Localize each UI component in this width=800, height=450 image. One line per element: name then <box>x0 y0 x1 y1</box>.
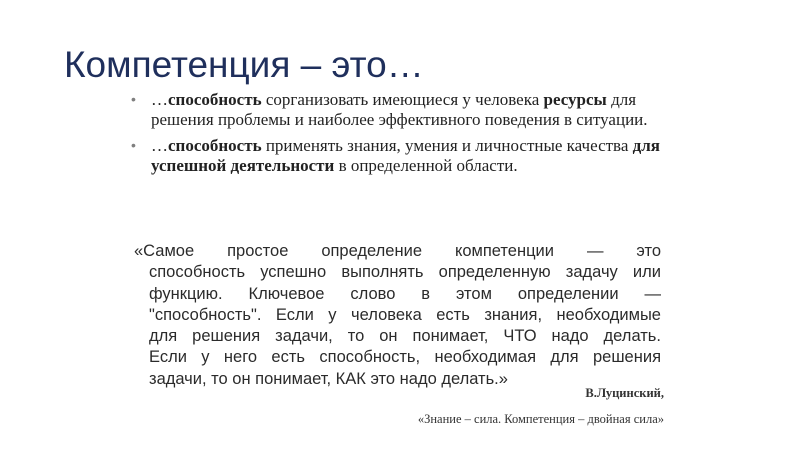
quote-line: способность успешно выполнять определенную задачу или <box>149 263 661 282</box>
quote-author: В.Луцинский, <box>585 386 664 400</box>
quote-line: "способность". Если у человека есть знания, необходимые <box>149 305 661 324</box>
quote-line: «Самое простое определение компетенции — это <box>134 242 661 260</box>
definition-keyword: способность <box>168 90 262 109</box>
definition-item <box>131 136 671 175</box>
definition-text: применять знания, умения и личностные качества <box>261 136 633 155</box>
bullet-icon: • <box>131 137 136 153</box>
definition-prefix: … <box>151 90 168 109</box>
quote-line: для решения задачи, то он понимает, ЧТО надо делать. <box>149 327 661 346</box>
definition-keyword: для успешной деятельности <box>151 136 660 175</box>
definition-prefix: … <box>151 136 168 155</box>
definition-text: в определенной области. <box>334 155 518 175</box>
quote-line: функцию. Ключевое слово в этом определении — <box>149 284 661 303</box>
quote-source: «Знание – сила. Компетенция – двойная сила» <box>417 412 664 426</box>
definition-list <box>131 90 671 182</box>
definition-item <box>131 90 671 129</box>
quote-line: задачи, то он понимает, КАК это надо делать.» <box>149 369 508 388</box>
slide-title: Компетенция – это… <box>64 44 424 85</box>
definition-text: сорганизовать имеющиеся у человека <box>261 90 544 109</box>
quote-line: Если у него есть способность, необходимая для решения <box>149 348 661 367</box>
quote-block <box>134 241 661 390</box>
definition-keyword: ресурсы <box>543 90 607 109</box>
bullet-icon: • <box>131 91 136 107</box>
definition-text: для решения проблемы и наиболее эффективного поведения в ситуации. <box>151 90 648 129</box>
definition-keyword: способность <box>168 136 262 155</box>
